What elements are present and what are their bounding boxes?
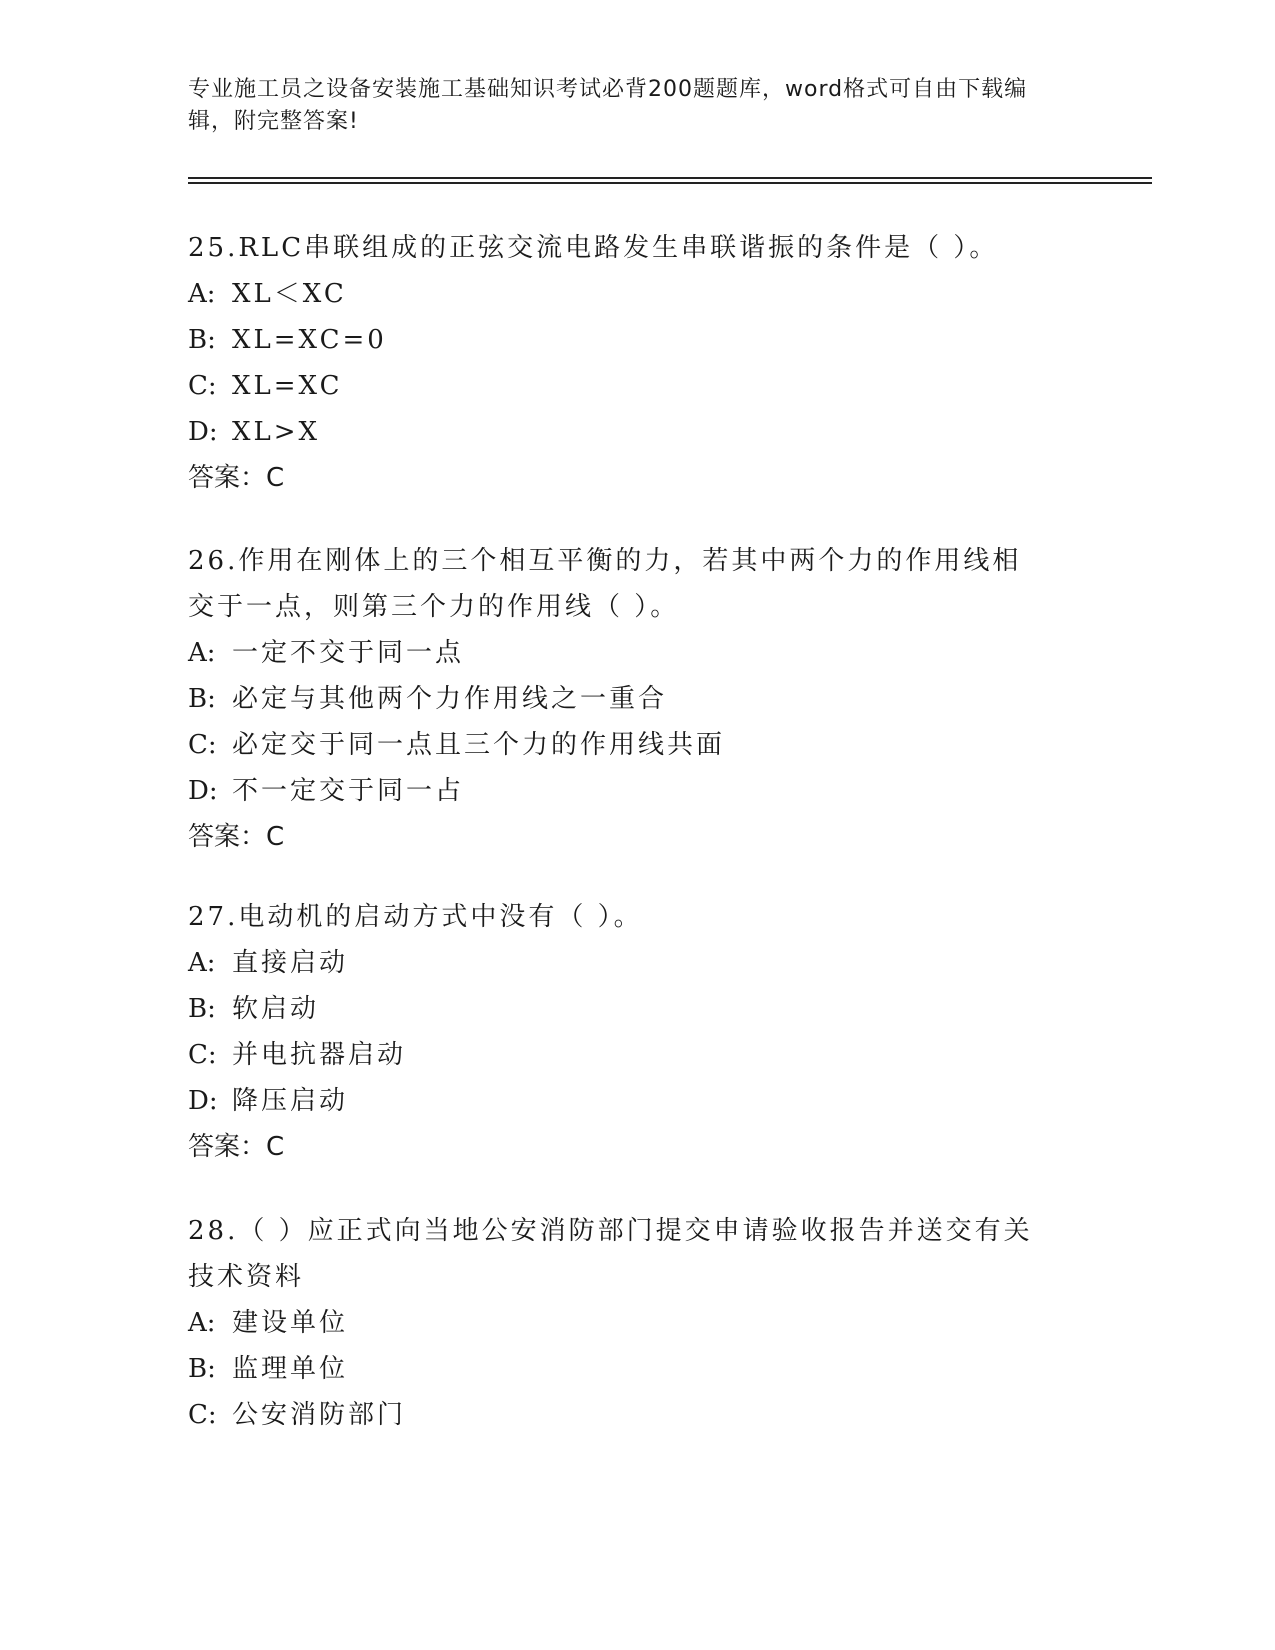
header-divider-top <box>188 177 1152 179</box>
option-b <box>188 1346 1048 1392</box>
option-key: B: <box>188 684 216 714</box>
option-key: B: <box>188 1354 216 1384</box>
option-text: XL＜XC <box>232 279 347 309</box>
option-text: 公安消防部门 <box>232 1400 407 1430</box>
option-key: D: <box>188 417 218 447</box>
option-key: C: <box>188 730 217 760</box>
option-text: 不一定交于同一占 <box>232 776 465 806</box>
question-stem: 25.RLC串联组成的正弦交流电路发生串联谐振的条件是（ ）。 <box>188 233 999 263</box>
option-key: A: <box>188 638 216 668</box>
option-text: 并电抗器启动 <box>232 1040 407 1070</box>
question-26 <box>188 538 1048 860</box>
option-text: XL=XC=0 <box>232 325 387 355</box>
option-key: C: <box>188 371 217 401</box>
option-a <box>188 630 1048 676</box>
question-25 <box>188 225 1088 501</box>
option-d <box>188 768 1048 814</box>
option-text: XL>X <box>232 417 321 447</box>
option-d <box>188 1078 1088 1124</box>
answer-line: 答案：C <box>188 822 285 852</box>
option-text: 一定不交于同一点 <box>232 638 465 668</box>
option-key: A: <box>188 948 216 978</box>
option-text: 降压启动 <box>232 1086 349 1116</box>
option-a <box>188 940 1088 986</box>
option-a <box>188 271 1088 317</box>
option-text: 必定与其他两个力作用线之一重合 <box>232 684 668 714</box>
question-stem: 28.（ ）应正式向当地公安消防部门提交申请验收报告并送交有关技术资料 <box>188 1216 1033 1292</box>
option-c <box>188 363 1088 409</box>
option-text: XL=XC <box>232 371 343 401</box>
option-key: B: <box>188 325 216 355</box>
option-text: 建设单位 <box>232 1308 349 1338</box>
option-c <box>188 1032 1088 1078</box>
option-key: D: <box>188 1086 218 1116</box>
option-key: A: <box>188 279 216 309</box>
option-c <box>188 1392 1048 1438</box>
header-divider-bottom <box>188 182 1152 184</box>
option-text: 直接启动 <box>232 948 349 978</box>
option-text: 必定交于同一点且三个力的作用线共面 <box>232 730 726 760</box>
option-text: 监理单位 <box>232 1354 349 1384</box>
question-27 <box>188 894 1088 1170</box>
option-b <box>188 986 1088 1032</box>
option-d <box>188 409 1088 455</box>
option-c <box>188 722 1048 768</box>
option-key: B: <box>188 994 216 1024</box>
option-key: C: <box>188 1040 217 1070</box>
question-stem: 27.电动机的启动方式中没有（ ）。 <box>188 902 643 932</box>
option-b <box>188 317 1088 363</box>
option-b <box>188 676 1048 722</box>
option-a <box>188 1300 1048 1346</box>
option-key: D: <box>188 776 218 806</box>
answer-line: 答案：C <box>188 1132 285 1162</box>
question-28 <box>188 1208 1048 1438</box>
answer-line: 答案：C <box>188 463 285 493</box>
option-key: A: <box>188 1308 216 1338</box>
option-text: 软启动 <box>232 994 320 1024</box>
question-stem: 26.作用在刚体上的三个相互平衡的力，若其中两个力的作用线相交于一点，则第三个力的作用线（ ）。 <box>188 546 1022 622</box>
document-header-title: 专业施工员之设备安装施工基础知识考试必背200题题库，word格式可自由下载编辑，附完整答案! <box>188 77 1028 134</box>
option-key: C: <box>188 1400 217 1430</box>
